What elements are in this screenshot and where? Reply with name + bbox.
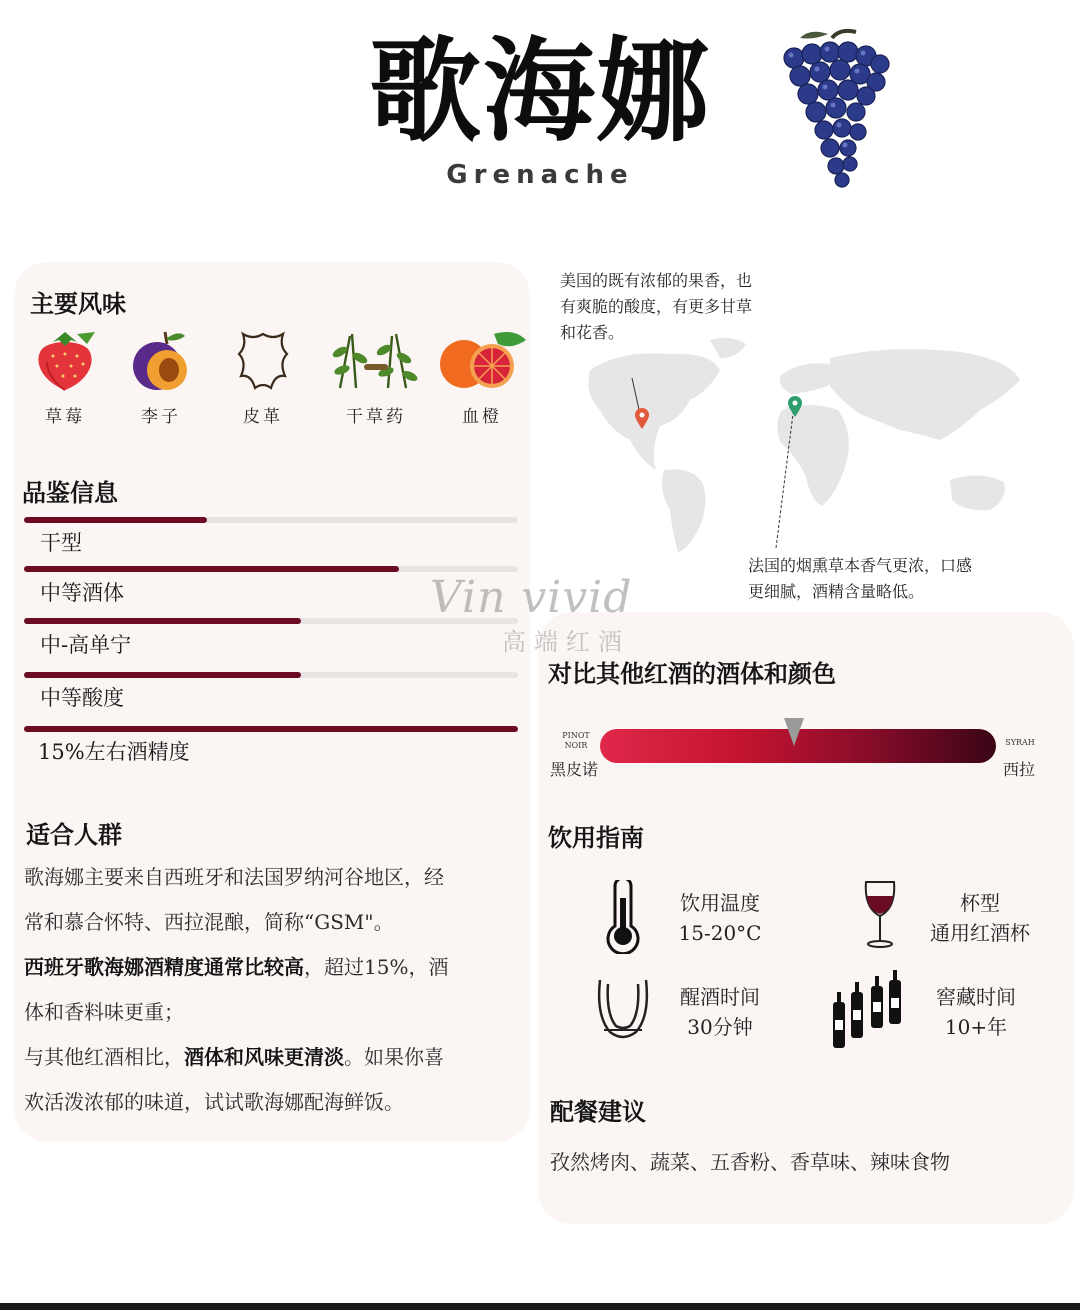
decant-info [670,982,770,1042]
tasting-bar-fill [24,566,399,572]
decanter-icon [594,976,652,1042]
temperature-label: 饮用温度 [680,891,760,915]
audience-emphasis: 酒体和风味更清淡 [184,1045,344,1069]
temperature-info [670,888,770,948]
decant-value: 30分钟 [687,1015,753,1039]
audience-text-segment: 欢活泼浓郁的味道，试试歌海娜配海鲜饭。 [24,1090,404,1114]
tasting-label: 15%左右酒精度 [38,740,190,764]
greenland-shape [710,338,746,358]
france-note-line: 法国的烟熏草本香气更浓，口感 [748,556,973,575]
plum-icon [121,328,201,394]
flavor-label: 干草药 [346,407,406,427]
tasting-label: 干型 [40,531,82,555]
bottom-border [0,1303,1080,1310]
flavor-blood-orange [432,326,532,427]
temperature-value: 15-20°C [678,921,762,945]
flavor-label: 李子 [141,407,181,427]
audience-text-segment: 歌海娜主要来自西班牙和法国罗纳河谷地区，经 [24,865,444,889]
tasting-bar-track [24,726,518,732]
australia-shape [950,475,1005,510]
asia-shape [830,349,1020,440]
glass-label: 杯型 [960,891,1000,915]
leather-icon [223,328,303,394]
flavor-dried-herbs [322,328,430,427]
comparison-pointer [784,718,804,746]
audience-line [24,1035,520,1080]
tasting-bar-track [24,672,518,678]
flavor-plum [116,328,206,427]
grape-cluster-icon [770,28,900,188]
thermometer-icon [603,880,643,954]
page-title: 歌海娜 [369,26,711,157]
dried-herbs-icon [326,328,426,394]
decant-label: 醒酒时间 [680,985,760,1009]
flavor-leather [218,328,308,427]
aging-label: 窖藏时间 [936,985,1016,1009]
tasting-bar-fill [24,517,207,523]
syrah-en: SYRAH [1005,738,1035,747]
pairing-text: 孜然烤肉、蔬菜、五香粉、香草味、辣味食物 [550,1150,950,1174]
usa-note-line: 美国的既有浓郁的果香，也 [560,271,753,290]
pinot-noir-cn: 黑皮诺 [550,760,599,779]
strawberry-icon [25,328,105,394]
south-america-shape [662,469,706,552]
pinot-noir-en-line: PINOT [562,731,590,740]
blood-orange-icon [434,326,530,394]
europe-shape [780,363,835,394]
audience-emphasis: 西班牙歌海娜酒精度通常比较高 [24,955,304,979]
aging-info [926,982,1026,1042]
audience-text-segment: 。如果你喜 [344,1045,444,1069]
page-subtitle: Grenache [446,160,634,190]
pairing-heading: 配餐建议 [550,1097,646,1126]
watermark-subtitle: 高端红酒 [502,628,630,656]
tasting-bar-fill [24,672,301,678]
usa-note-line: 有爽脆的酸度，有更多甘草 [560,297,753,316]
watermark-brand: Vin vivid [430,572,633,623]
france-note [748,553,972,605]
tasting-label: 中等酒体 [40,581,124,605]
audience-line [24,900,520,945]
france-map-pin-icon [787,396,803,418]
africa-shape [777,405,848,506]
usa-map-pin-icon [634,408,650,430]
flavors-heading: 主要风味 [30,289,126,318]
wine-bottles-icon [830,970,910,1052]
syrah-cn: 西拉 [1003,760,1036,779]
pinot-noir-en-line: NOIR [564,741,588,750]
flavor-label: 皮革 [243,407,283,427]
usa-note-line: 和花香。 [560,323,625,342]
glass-value: 通用红酒杯 [930,921,1030,945]
audience-text-segment: 常和慕合怀特、西拉混酿，简称“GSM"。 [24,910,394,934]
audience-line [24,945,520,990]
tasting-bar-track [24,517,518,523]
guide-heading: 饮用指南 [548,823,644,852]
north-america-shape [588,353,720,470]
audience-text-segment: 体和香料味更重； [24,1000,184,1024]
france-note-line: 更细腻，酒精含量略低。 [748,582,925,601]
audience-line [24,855,520,900]
audience-text-segment: ，超过15%，酒 [304,955,449,979]
pinot-noir-en [552,731,600,751]
audience-text-segment: 与其他红酒相比， [24,1045,184,1069]
flavor-label: 草莓 [45,407,85,427]
wine-glass-icon [860,878,900,952]
tasting-label: 中-高单宁 [40,633,132,657]
audience-heading: 适合人群 [26,820,122,849]
tasting-heading: 品鉴信息 [22,478,118,507]
tasting-bar-fill [24,726,518,732]
flavor-strawberry [20,328,110,427]
flavor-label: 血橙 [462,407,502,427]
glass-info [920,888,1040,948]
tasting-bar-fill [24,618,301,624]
comparison-heading: 对比其他红酒的酒体和颜色 [548,659,836,688]
tasting-label: 中等酸度 [40,686,124,710]
aging-value: 10+年 [944,1015,1008,1039]
world-map [560,330,1040,560]
audience-line [24,990,520,1035]
audience-line [24,1080,520,1125]
